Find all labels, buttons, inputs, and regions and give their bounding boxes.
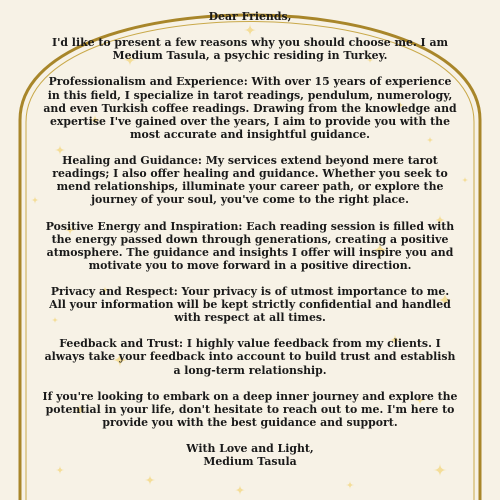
sparkle-star-icon xyxy=(235,485,246,496)
sparkle-star-icon xyxy=(346,481,354,489)
healing-paragraph: Healing and Guidance: My services extend beyond mere tarot readings; I also offer healing and guidance. Whether you seek to mend relationships, illuminate your career path, or explore the journey of your soul, you've come to the right place. xyxy=(52,154,448,207)
intro-paragraph: I'd like to present a few reasons why you should choose me. I am Medium Tasula, a psychic residing in Turkey. xyxy=(51,36,449,63)
closing-paragraph: If you're looking to embark on a deep inner journey and explore the potential in your life, don't hesitate to reach out to me. I'm here to provide you with the best guidance and support. xyxy=(42,389,458,429)
letter-body xyxy=(42,10,458,468)
privacy-paragraph: Privacy and Respect: Your privacy is of utmost importance to me. All your information will be kept strictly confidential and handled with respect at all times. xyxy=(49,284,451,325)
sparkle-star-icon xyxy=(31,196,39,204)
greeting: Dear Friends, xyxy=(208,10,292,23)
sparkle-star-icon xyxy=(145,475,156,486)
feedback-paragraph: Feedback and Trust: I highly value feedback from my clients. I always take your feedback into account to build trust and establish a long-term relationship. xyxy=(44,337,456,377)
signoff: With Love and Light, xyxy=(186,442,314,456)
professionalism-paragraph: Professionalism and Experience: With over 15 years of experience in this field, I specialize in tarot readings, pendulum, numerology, and even Turkish coffee readings. Drawing from the knowledge and expertise I've gained over the years, I aim to provide you with the most accurate and insightful guidance. xyxy=(43,75,457,141)
signature: Medium Tasula xyxy=(203,455,297,469)
energy-paragraph: Positive Energy and Inspiration: Each reading session is filled with the energy passed down through generations, creating a positive atmosphere. The guidance and insights I offer will inspire you and motivate you to move forward in a positive direction. xyxy=(45,219,455,272)
sparkle-star-icon xyxy=(462,177,469,184)
